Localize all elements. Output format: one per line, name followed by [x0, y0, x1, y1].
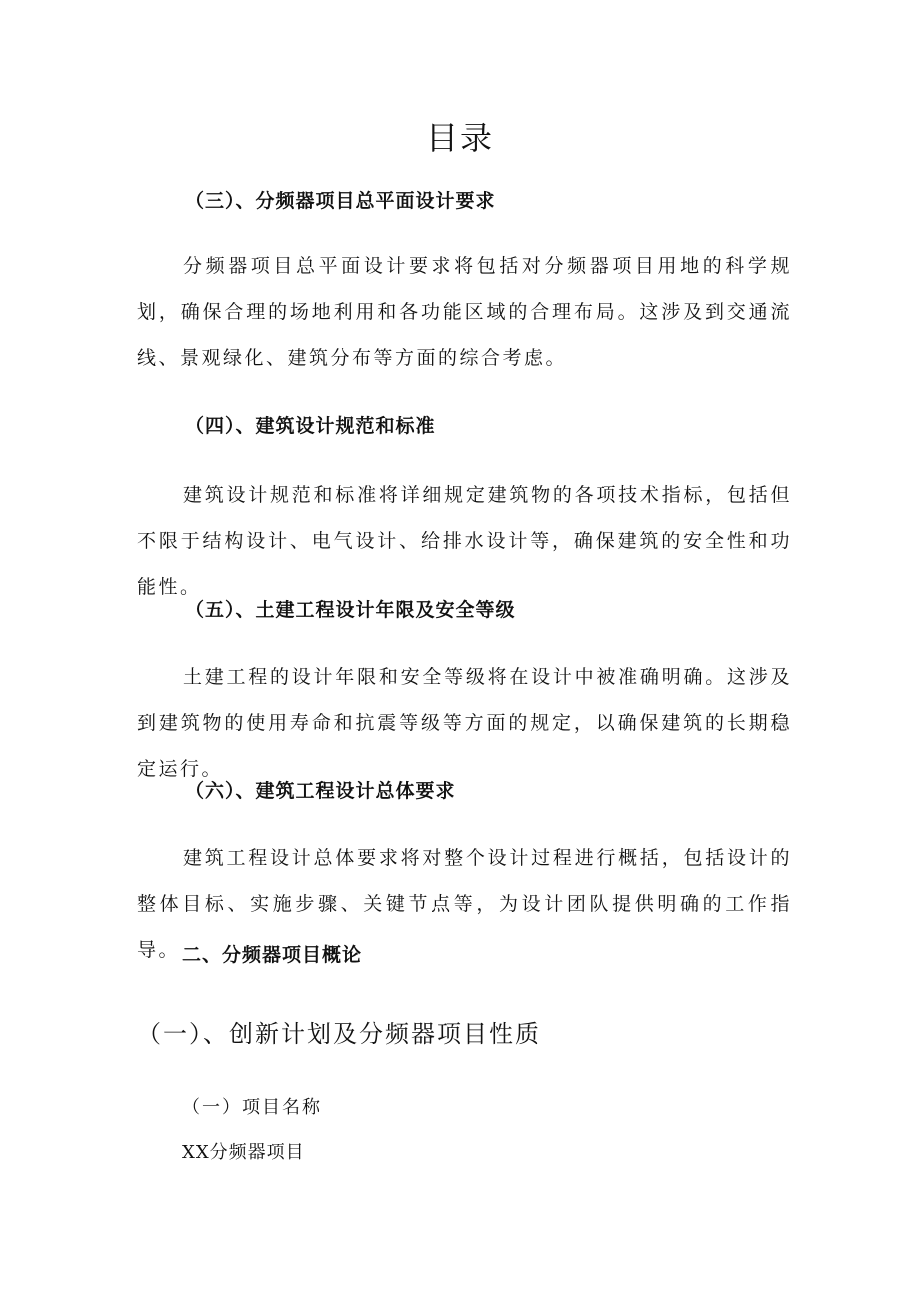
- section-body-5: 土建工程的设计年限和安全等级将在设计中被准确明确。这涉及到建筑物的使用寿命和抗震等级等方面的规定，以确保建筑的长期稳定运行。: [137, 666, 792, 780]
- item-value: XX分频器项目: [182, 1142, 305, 1163]
- chapter-heading: 二、分频器项目概论: [182, 944, 363, 966]
- section-heading-4: （四）、建筑设计规范和标准: [185, 415, 436, 437]
- page-title: 目录: [425, 119, 494, 157]
- item-heading: （一）项目名称: [182, 1097, 322, 1118]
- subchapter-heading: （一）、创新计划及分频器项目性质: [137, 1020, 541, 1048]
- section-body-6: 建筑工程设计总体要求将对整个设计过程进行概括，包括设计的整体目标、实施步骤、关键节点等，为设计团队提供明确的工作指导。: [137, 847, 792, 961]
- section-heading-5: （五）、土建工程设计年限及安全等级: [185, 599, 516, 621]
- section-heading-3: （三）、分频器项目总平面设计要求: [185, 190, 496, 212]
- section-body-3: 分频器项目总平面设计要求将包括对分频器项目用地的科学规划，确保合理的场地利用和各功能区域的合理布局。这涉及到交通流线、景观绿化、建筑分布等方面的综合考虑。: [137, 255, 792, 369]
- section-body-4: 建筑设计规范和标准将详细规定建筑物的各项技术指标，包括但不限于结构设计、电气设计、给排水设计等，确保建筑的安全性和功能性。: [137, 484, 792, 598]
- section-heading-6: （六）、建筑工程设计总体要求: [185, 780, 456, 802]
